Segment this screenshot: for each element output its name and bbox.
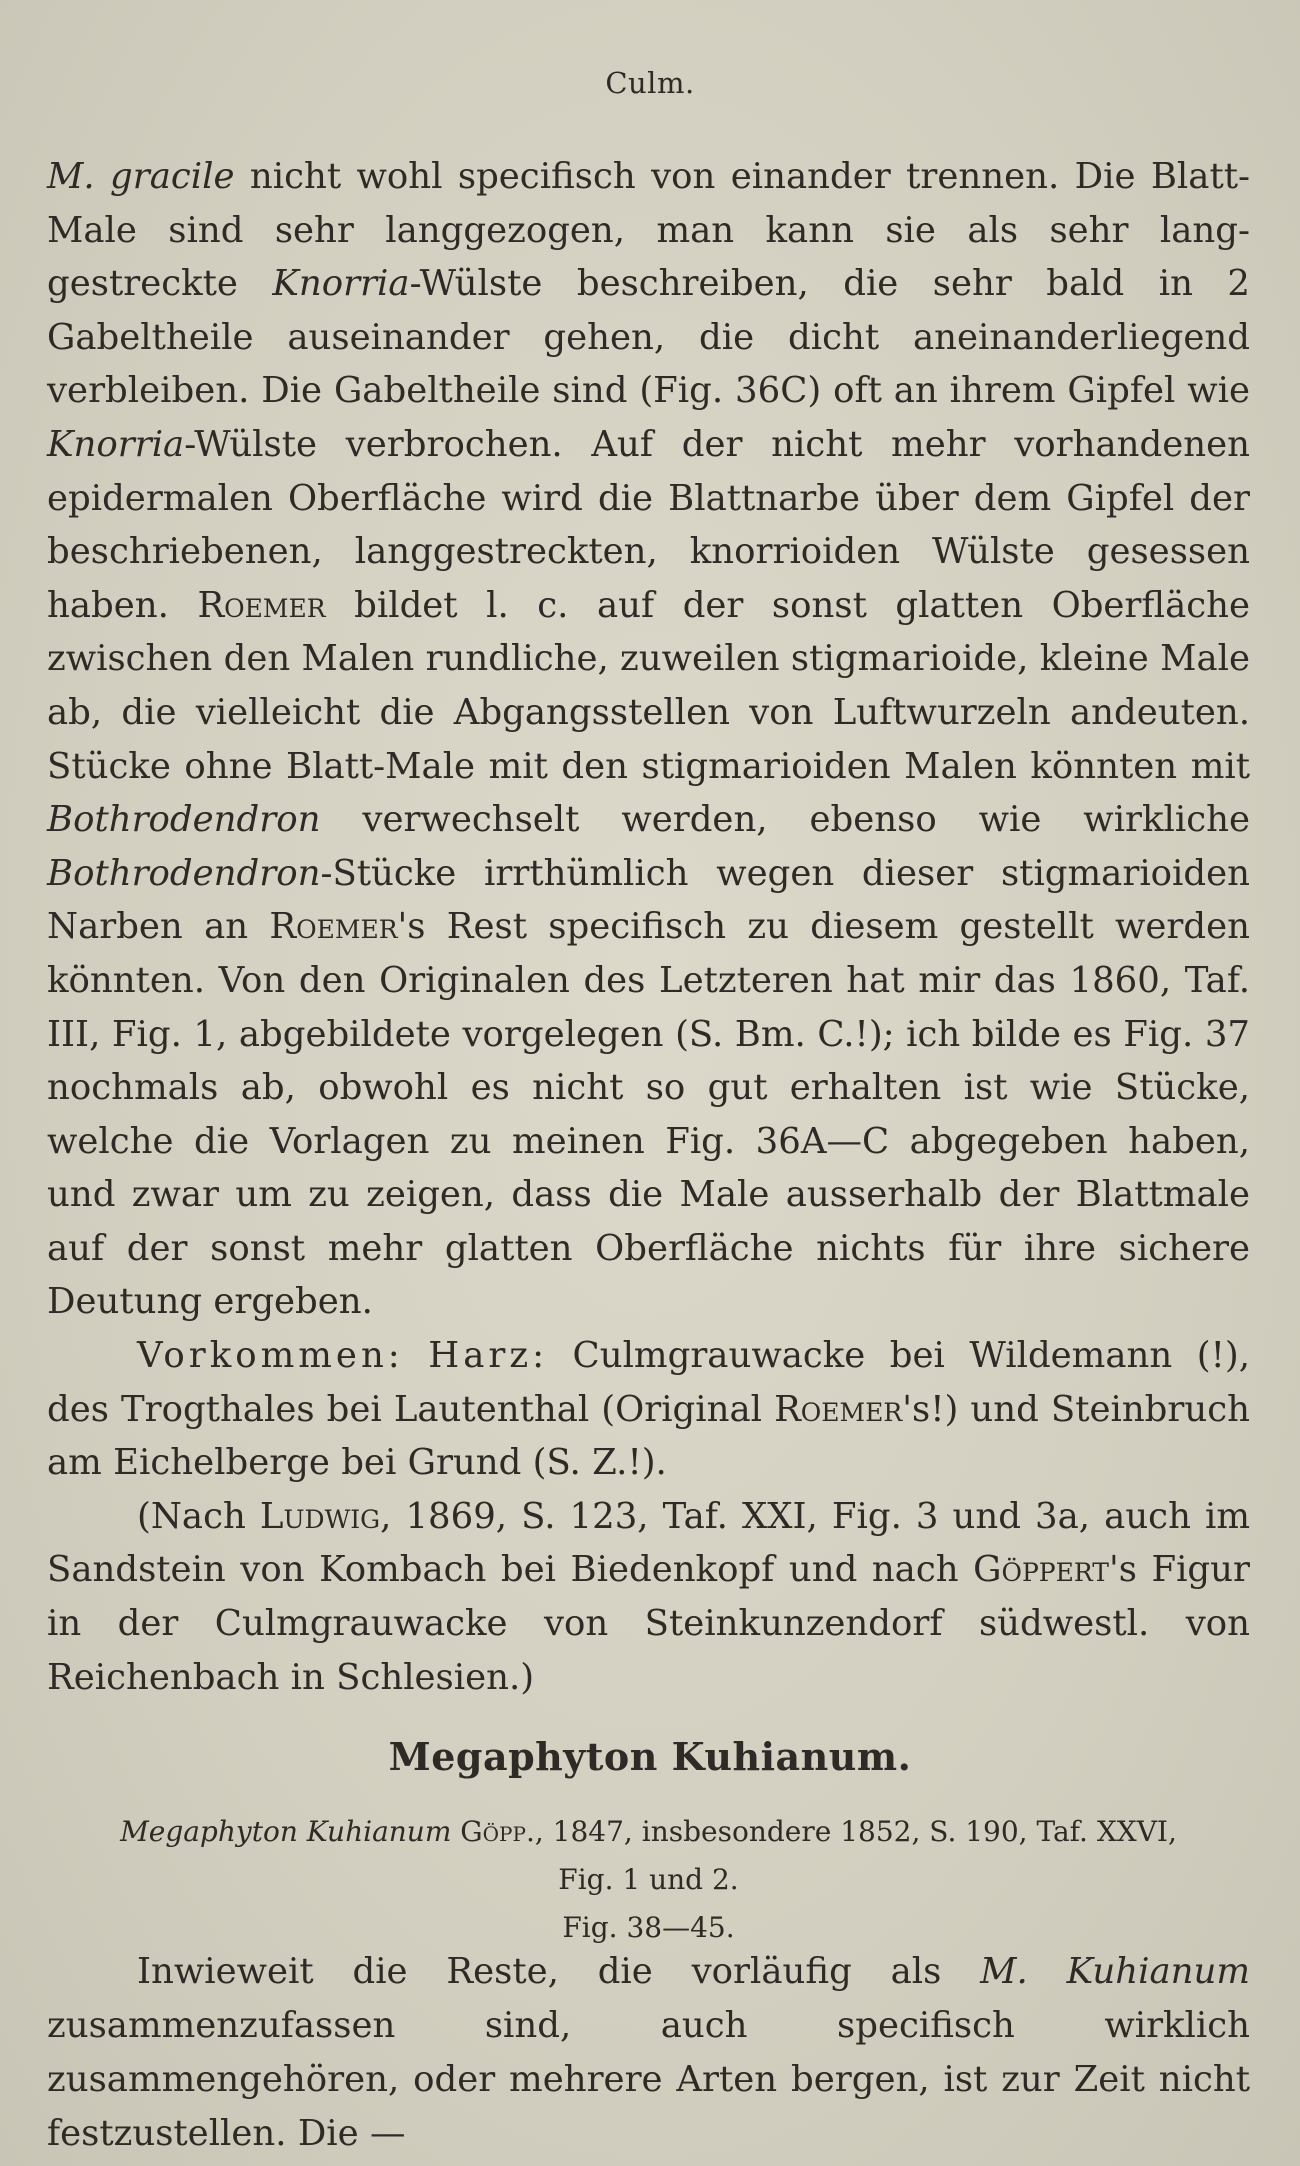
- text-run: [451, 1815, 460, 1848]
- paragraph-occurrence: [47, 1329, 1250, 1490]
- paragraph-note: [47, 1490, 1250, 1704]
- taxon-name: M. gracile: [47, 156, 235, 197]
- text-run: , 1847, insbesondere 1852, S. 190, Taf. XXVI,: [534, 1815, 1177, 1848]
- text-run: nicht wohl specifisch von einander trennen. Die Blatt-Male sind sehr langgezogen, man kann sie als sehr lang-gestreckte: [47, 156, 1250, 305]
- occurrence-label: Vorkommen:: [137, 1335, 404, 1377]
- taxon-name: Knorria: [47, 423, 185, 465]
- main-text: [47, 150, 1250, 1704]
- text-run: zusammenzufassen sind, auch specifisch wirklich zusammengehören, oder mehrere Arten bergen, ist zur Zeit nicht festzustellen. Die —: [47, 2005, 1250, 2154]
- text-run: -Wülste beschreiben, die sehr bald in 2 Gabeltheile auseinander gehen, die dicht aneinanderliegend verbleiben. Die Gabeltheile sind (Fig. 36C) oft an ihrem Gipfel wie: [47, 263, 1250, 412]
- taxon-name: M. Kuhianum: [980, 1951, 1250, 1992]
- text-run: 's Rest specifisch zu diesem gestellt werden könnten. Von den Originalen des Letzteren hat mir das 1860, Taf. III, Fig. 1, abgebildete vorgelegen (S. Bm. C.!); ich bilde es Fig. 37 nochmals ab, obwohl es nicht so gut erhalten ist wie Stücke, welche die Vorlagen zu meinen Fig. 36A—C abgegeben haben, und zwar um zu zeigen, dass die Male ausserhalb der Blattmale auf der sonst mehr glatten Oberfläche nichts für ihre sichere Deutung ergeben.: [47, 906, 1250, 1323]
- taxon-name: Bothrodendron: [47, 799, 321, 841]
- taxon-name: Bothrodendron: [47, 852, 321, 894]
- author-name: Roemer: [269, 906, 398, 948]
- taxon-name: Knorria: [272, 263, 410, 305]
- text-run: bildet l. c. auf der sonst glatten Oberfläche zwischen den Malen rundliche, zuweilen stigmarioide, kleine Male ab, die vielleicht die Abgangsstellen von Luftwurzeln andeuten. Stücke ohne Blatt-Male mit den stigmarioiden Malen könnten mit: [47, 584, 1250, 787]
- running-head: Culm.: [605, 66, 695, 100]
- synonymy-line: Fig. 1 und 2.: [558, 1863, 739, 1896]
- text-run: Inwieweit die Reste, die vorläufig als: [137, 1951, 981, 1992]
- text-run: [404, 1335, 429, 1376]
- author-name: Roemer: [197, 584, 326, 626]
- synonymy-citation: [47, 1808, 1250, 1952]
- text-run: -Wülste verbrochen. Auf der nicht mehr vorhandenen epidermalen Oberfläche wird die Blattnarbe über dem Gipfel der beschriebenen, langgestreckten, knorrioiden Wülste gesessen haben.: [47, 423, 1250, 626]
- paragraph-description: [47, 150, 1250, 1329]
- taxon-name: Megaphyton Kuhianum: [120, 1815, 452, 1848]
- author-name: Göpp.: [460, 1815, 535, 1848]
- text-run: Culmgrauwacke bei Wildemann (!), des Trogthales bei Lautenthal (Original: [47, 1335, 1250, 1430]
- synonymy-line: [47, 1808, 1250, 1856]
- author-name: Ludwig: [259, 1495, 381, 1537]
- text-run: (Nach: [137, 1495, 260, 1537]
- section-heading: Megaphyton Kuhianum.: [388, 1734, 912, 1779]
- text-run: verwechselt werden, ebenso wie wirkliche: [320, 799, 1250, 841]
- text-run: , 1869, S. 123, Taf. XXI, Fig. 3 und 3a, auch im Sandstein von Kombach bei Biedenkopf und nach: [47, 1495, 1250, 1591]
- region-label: Harz:: [428, 1335, 549, 1377]
- author-name: Göppert: [973, 1549, 1109, 1591]
- text-run: -Stücke irrthümlich wegen dieser stigmarioiden Narben an: [47, 852, 1250, 948]
- section-text: [47, 1945, 1250, 2161]
- text-run: 's!) und Steinbruch am Eichelberge bei Grund (S. Z.!).: [47, 1388, 1250, 1484]
- author-name: Roemer: [774, 1388, 903, 1430]
- text-run: 's Figur in der Culmgrauwacke von Steinkunzendorf südwestl. von Reichenbach in Schlesien.): [47, 1549, 1250, 1698]
- figure-reference: Fig. 38—45.: [562, 1911, 735, 1944]
- paragraph-intro: [47, 1945, 1250, 2161]
